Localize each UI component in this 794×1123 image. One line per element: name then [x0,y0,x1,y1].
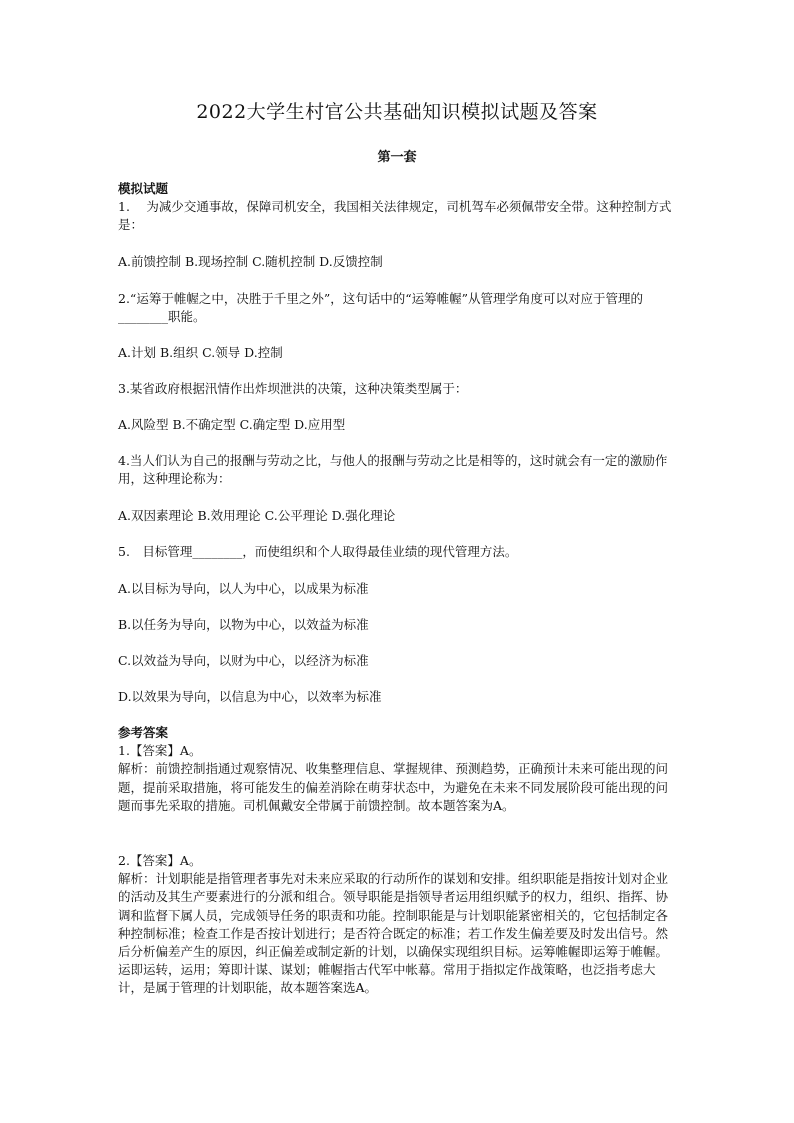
question-1: 1. 为减少交通事故，保障司机安全，我国相关法律规定，司机驾车必须佩带安全带。这种控制方式是： [118,199,672,233]
answers-heading: 参考答案 [118,725,169,740]
question-2-options: A.计划 B.组织 C.领导 D.控制 [118,345,283,360]
answer-1: 1.【答案】A。 [118,743,202,759]
question-1-options: A.前馈控制 B.现场控制 C.随机控制 D.反馈控制 [118,254,383,269]
question-5-option-b: B.以任务为导向，以物为中心，以效益为标准 [118,617,369,632]
question-5-option-a: A.以目标为导向，以人为中心，以成果为标准 [118,581,369,596]
questions-section [118,180,678,235]
answer-2-section [118,852,678,998]
answer-2: 2.【答案】A。 [118,853,202,868]
set-subtitle: 第一套 [377,150,417,165]
question-2: 2.“运筹于帷幄之中，决胜于千里之外”，这句话中的“运筹帷幄”从管理学角度可以对应于管理的________职能。 [118,291,643,325]
answer-1-explanation: 解析：前馈控制指通过观察情况、收集整理信息、掌握规律、预测趋势，正确预计未来可能出现的问题，提前采取措施，将可能发生的偏差消除在萌芽状态中，为避免在未来不同发展阶段可能出现的问题而事先采取的措施。司机佩戴安全带属于前馈控制。故本题答案为A。 [118,761,669,813]
question-3: 3.某省政府根据汛情作出炸坝泄洪的决策，这种决策类型属于： [118,381,468,396]
questions-heading: 模拟试题 [118,181,169,196]
question-4: 4.当人们认为自己的报酬与劳动之比，与他人的报酬与劳动之比是相等的，这时就会有一定的激励作用，这种理论称为： [118,453,668,487]
answer-2-explanation: 解析：计划职能是指管理者事先对未来应采取的行动所作的谋划和安排。组织职能是指按计划对企业的活动及其生产要素进行的分派和组合。领导职能是指领导者运用组织赋予的权力，组织、指挥、协调和监督下属人员，完成领导任务的职责和功能。控制职能是与计划职能紧密相关的，它包括制定各种控制标准；检查工作是否按计划进行；是否符合既定的标准；若工作发生偏差要及时发出信号。然后分析偏差产生的原因，纠正偏差或制定新的计划，以确保实现组织目标。运筹帷幄即运筹于帷幄。运即运转，运用；筹即计谋、谋划；帷幄指古代军中帐幕。常用于指拟定作战策略，也泛指考虑大计，是属于管理的计划职能，故本题答案选A。 [118,871,669,996]
question-4-options: A.双因素理论 B.效用理论 C.公平理论 D.强化理论 [118,508,396,523]
question-5-option-d: D.以效果为导向，以信息为中心，以效率为标准 [118,689,382,704]
question-5: 5. 目标管理________，而使组织和个人取得最佳业绩的现代管理方法。 [118,544,518,559]
question-3-options: A.风险型 B.不确定型 C.确定型 D.应用型 [118,417,346,432]
answers-section [118,724,678,815]
document-title: 2022大学生村官公共基础知识模拟试题及答案 [196,101,598,123]
question-5-option-c: C.以效益为导向，以财为中心，以经济为标准 [118,653,369,668]
